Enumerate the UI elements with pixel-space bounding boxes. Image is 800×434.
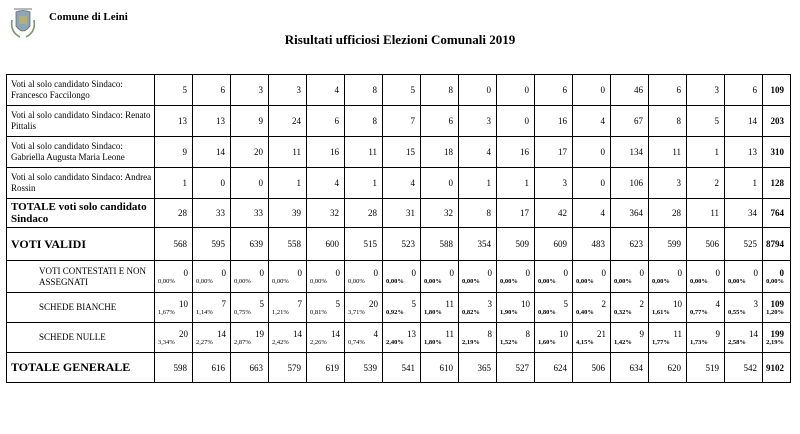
section-4-value — [269, 261, 307, 293]
section-4-value: 11 — [269, 137, 307, 168]
count-value: 14 — [217, 328, 226, 339]
row-total: 310 — [763, 137, 791, 168]
section-6-value: 8 — [345, 75, 383, 106]
totale-generale-row — [7, 353, 791, 383]
percent-value: 0,74% — [348, 338, 365, 346]
section-11-value: 6 — [535, 75, 573, 106]
results-body — [7, 75, 791, 383]
section-14-value: 8 — [649, 106, 687, 137]
section-4-value: 579 — [269, 353, 307, 383]
section-11-value: 609 — [535, 228, 573, 261]
section-7-value: 523 — [383, 228, 421, 261]
section-3-value — [231, 293, 269, 323]
count-value: 0 — [373, 267, 378, 278]
count-value: 21 — [597, 328, 606, 339]
percent-value: 3,34% — [158, 338, 175, 346]
section-15-value: 2 — [687, 168, 725, 199]
percent-value: 1,80% — [424, 308, 442, 316]
section-11-value: 42 — [535, 199, 573, 228]
section-2-value: 0 — [193, 168, 231, 199]
percent-value: 0,32% — [614, 308, 632, 316]
percent-value: 0,00% — [386, 277, 404, 285]
section-2-value: 13 — [193, 106, 231, 137]
section-13-value — [611, 261, 649, 293]
section-16-value: 13 — [725, 137, 763, 168]
count-value: 0 — [335, 267, 340, 278]
row-label: VOTI VALIDI — [7, 228, 155, 261]
percent-value: 1,60% — [538, 338, 556, 346]
section-7-value: 4 — [383, 168, 421, 199]
total-count: 109 — [770, 298, 784, 309]
count-value: 20 — [369, 298, 378, 309]
section-12-value: 0 — [573, 75, 611, 106]
section-2-value — [193, 293, 231, 323]
total-count: 199 — [770, 328, 784, 339]
total-count: 0 — [779, 267, 784, 278]
section-11-value: 17 — [535, 137, 573, 168]
section-8-value: 610 — [421, 353, 459, 383]
section-8-value: 588 — [421, 228, 459, 261]
percent-value: 1,67% — [158, 308, 175, 316]
section-3-value: 9 — [231, 106, 269, 137]
count-value: 4 — [373, 328, 378, 339]
section-7-value — [383, 293, 421, 323]
sindaco-row — [7, 75, 791, 106]
percent-value: 0,80% — [538, 308, 556, 316]
section-16-value: 6 — [725, 75, 763, 106]
count-value: 5 — [411, 298, 416, 309]
section-2-value — [193, 323, 231, 353]
percent-value: 2,26% — [310, 338, 327, 346]
section-5-value: 600 — [307, 228, 345, 261]
percent-value: 0,00% — [158, 277, 175, 285]
section-11-value — [535, 293, 573, 323]
percent-value: 0,00% — [234, 277, 251, 285]
section-7-value: 15 — [383, 137, 421, 168]
count-value: 9 — [715, 328, 720, 339]
row-label: TOTALE voti solo candidato Sindaco — [7, 199, 155, 228]
section-3-value: 663 — [231, 353, 269, 383]
percent-value: 4,15% — [576, 338, 594, 346]
count-value: 0 — [411, 267, 416, 278]
row-total — [763, 323, 791, 353]
count-value: 20 — [179, 328, 188, 339]
section-2-value: 616 — [193, 353, 231, 383]
count-value: 0 — [639, 267, 644, 278]
section-7-value: 541 — [383, 353, 421, 383]
section-6-value: 539 — [345, 353, 383, 383]
section-15-value — [687, 293, 725, 323]
section-16-value — [725, 293, 763, 323]
count-value: 2 — [639, 298, 644, 309]
section-3-value: 20 — [231, 137, 269, 168]
count-value: 11 — [445, 298, 454, 309]
count-value: 2 — [601, 298, 606, 309]
percent-value: 0,00% — [576, 277, 594, 285]
section-1-value — [155, 293, 193, 323]
section-13-value: 364 — [611, 199, 649, 228]
count-value: 0 — [753, 267, 758, 278]
section-13-value — [611, 323, 649, 353]
count-value: 0 — [259, 267, 264, 278]
section-16-value: 1 — [725, 168, 763, 199]
count-value: 10 — [521, 298, 530, 309]
percent-value: 1,42% — [614, 338, 632, 346]
percent-value: 0,92% — [386, 308, 404, 316]
section-8-value: 6 — [421, 106, 459, 137]
section-15-value: 3 — [687, 75, 725, 106]
section-14-value — [649, 323, 687, 353]
contestati-row — [7, 261, 791, 293]
page-header — [0, 0, 800, 70]
section-14-value: 11 — [649, 137, 687, 168]
row-total: 128 — [763, 168, 791, 199]
count-value: 0 — [525, 267, 530, 278]
row-label: TOTALE GENERALE — [7, 353, 155, 383]
section-6-value — [345, 261, 383, 293]
total-percent: 2,19% — [766, 338, 784, 346]
percent-value: 0,81% — [310, 308, 327, 316]
section-14-value: 6 — [649, 75, 687, 106]
section-8-value — [421, 323, 459, 353]
section-13-value: 106 — [611, 168, 649, 199]
section-5-value: 16 — [307, 137, 345, 168]
document-title: Risultati ufficiosi Elezioni Comunali 2019 — [284, 32, 516, 47]
sindaco-row — [7, 137, 791, 168]
section-3-value — [231, 323, 269, 353]
section-7-value: 5 — [383, 75, 421, 106]
voti-validi-row — [7, 228, 791, 261]
percent-value: 0,75% — [234, 308, 251, 316]
count-value: 8 — [487, 328, 492, 339]
count-value: 8 — [525, 328, 530, 339]
section-11-value — [535, 323, 573, 353]
percent-value: 0,00% — [310, 277, 327, 285]
section-2-value — [193, 261, 231, 293]
section-6-value: 515 — [345, 228, 383, 261]
section-15-value: 519 — [687, 353, 725, 383]
nulle-row — [7, 323, 791, 353]
row-label: SCHEDE BIANCHE — [7, 293, 155, 323]
section-10-value: 0 — [497, 75, 535, 106]
section-3-value: 639 — [231, 228, 269, 261]
row-total: 109 — [763, 75, 791, 106]
percent-value: 0,82% — [462, 308, 480, 316]
section-2-value: 595 — [193, 228, 231, 261]
section-5-value — [307, 323, 345, 353]
percent-value: 1,21% — [272, 308, 289, 316]
count-value: 5 — [563, 298, 568, 309]
section-3-value: 3 — [231, 75, 269, 106]
count-value: 13 — [407, 328, 416, 339]
section-8-value: 18 — [421, 137, 459, 168]
section-16-value — [725, 261, 763, 293]
percent-value: 0,00% — [462, 277, 480, 285]
percent-value: 0,00% — [272, 277, 289, 285]
section-6-value: 28 — [345, 199, 383, 228]
section-7-value — [383, 261, 421, 293]
section-2-value: 14 — [193, 137, 231, 168]
section-12-value — [573, 293, 611, 323]
count-value: 0 — [677, 267, 682, 278]
section-16-value: 542 — [725, 353, 763, 383]
percent-value: 2,42% — [272, 338, 289, 346]
section-10-value: 17 — [497, 199, 535, 228]
section-5-value: 4 — [307, 168, 345, 199]
count-value: 5 — [259, 298, 264, 309]
percent-value: 1,73% — [690, 338, 708, 346]
count-value: 0 — [487, 267, 492, 278]
section-12-value: 483 — [573, 228, 611, 261]
percent-value: 0,00% — [728, 277, 746, 285]
count-value: 0 — [449, 267, 454, 278]
count-value: 14 — [331, 328, 340, 339]
section-12-value: 0 — [573, 137, 611, 168]
row-label: Voti al solo candidato Sindaco: Gabriella Augusta Maria Leone — [7, 137, 155, 168]
section-9-value: 4 — [459, 137, 497, 168]
section-12-value — [573, 323, 611, 353]
section-4-value: 1 — [269, 168, 307, 199]
totale-solo-row — [7, 199, 791, 228]
section-9-value: 1 — [459, 168, 497, 199]
section-15-value — [687, 261, 725, 293]
section-10-value: 509 — [497, 228, 535, 261]
count-value: 7 — [297, 298, 302, 309]
section-1-value: 13 — [155, 106, 193, 137]
section-4-value: 3 — [269, 75, 307, 106]
section-15-value: 11 — [687, 199, 725, 228]
row-total: 764 — [763, 199, 791, 228]
section-12-value: 0 — [573, 168, 611, 199]
section-5-value: 6 — [307, 106, 345, 137]
section-8-value: 32 — [421, 199, 459, 228]
section-11-value: 624 — [535, 353, 573, 383]
section-9-value — [459, 323, 497, 353]
section-7-value: 7 — [383, 106, 421, 137]
section-5-value: 619 — [307, 353, 345, 383]
section-4-value: 558 — [269, 228, 307, 261]
section-15-value: 1 — [687, 137, 725, 168]
percent-value: 1,14% — [196, 308, 213, 316]
section-13-value: 134 — [611, 137, 649, 168]
row-label: SCHEDE NULLE — [7, 323, 155, 353]
section-13-value: 634 — [611, 353, 649, 383]
section-1-value — [155, 323, 193, 353]
section-5-value: 4 — [307, 75, 345, 106]
row-total: 203 — [763, 106, 791, 137]
percent-value: 2,27% — [196, 338, 213, 346]
section-2-value: 33 — [193, 199, 231, 228]
section-10-value — [497, 261, 535, 293]
section-14-value — [649, 261, 687, 293]
section-2-value: 6 — [193, 75, 231, 106]
section-9-value: 365 — [459, 353, 497, 383]
section-4-value: 39 — [269, 199, 307, 228]
percent-value: 1,90% — [500, 308, 518, 316]
section-6-value — [345, 293, 383, 323]
section-10-value: 0 — [497, 106, 535, 137]
section-3-value: 0 — [231, 168, 269, 199]
section-5-value — [307, 293, 345, 323]
section-13-value: 67 — [611, 106, 649, 137]
results-table — [6, 74, 791, 383]
count-value: 0 — [563, 267, 568, 278]
section-16-value: 14 — [725, 106, 763, 137]
section-9-value — [459, 261, 497, 293]
count-value: 0 — [221, 267, 226, 278]
section-1-value: 598 — [155, 353, 193, 383]
percent-value: 1,80% — [424, 338, 442, 346]
count-value: 10 — [673, 298, 682, 309]
section-14-value: 28 — [649, 199, 687, 228]
comune-name: Comune di Leini — [49, 11, 128, 23]
section-9-value — [459, 293, 497, 323]
count-value: 10 — [559, 328, 568, 339]
section-14-value: 620 — [649, 353, 687, 383]
percent-value: 2,40% — [386, 338, 404, 346]
percent-value: 0,00% — [614, 277, 632, 285]
total-percent: 0,00% — [766, 277, 784, 285]
count-value: 10 — [179, 298, 188, 309]
section-6-value: 8 — [345, 106, 383, 137]
percent-value: 1,52% — [500, 338, 518, 346]
percent-value: 3,71% — [348, 308, 365, 316]
percent-value: 0,00% — [538, 277, 556, 285]
row-label: Voti al solo candidato Sindaco: Andrea Rossin — [7, 168, 155, 199]
percent-value: 2,87% — [234, 338, 251, 346]
section-1-value — [155, 261, 193, 293]
count-value: 9 — [639, 328, 644, 339]
section-10-value — [497, 323, 535, 353]
section-1-value: 1 — [155, 168, 193, 199]
percent-value: 2,58% — [728, 338, 746, 346]
section-10-value: 527 — [497, 353, 535, 383]
row-label: VOTI CONTESTATI E NON ASSEGNATI — [7, 261, 155, 293]
section-9-value: 8 — [459, 199, 497, 228]
section-1-value: 28 — [155, 199, 193, 228]
row-label: Voti al solo candidato Sindaco: Renato Pittalis — [7, 106, 155, 137]
section-9-value: 3 — [459, 106, 497, 137]
section-15-value: 5 — [687, 106, 725, 137]
count-value: 11 — [673, 328, 682, 339]
section-10-value: 1 — [497, 168, 535, 199]
percent-value: 1,61% — [652, 308, 670, 316]
section-14-value: 599 — [649, 228, 687, 261]
count-value: 3 — [487, 298, 492, 309]
count-value: 19 — [255, 328, 264, 339]
count-value: 0 — [715, 267, 720, 278]
section-10-value — [497, 293, 535, 323]
section-16-value: 525 — [725, 228, 763, 261]
section-13-value — [611, 293, 649, 323]
section-8-value: 0 — [421, 168, 459, 199]
section-12-value: 506 — [573, 353, 611, 383]
section-13-value: 46 — [611, 75, 649, 106]
count-value: 14 — [749, 328, 758, 339]
sindaco-row — [7, 106, 791, 137]
percent-value: 0,40% — [576, 308, 594, 316]
percent-value: 0,00% — [690, 277, 708, 285]
percent-value: 2,19% — [462, 338, 480, 346]
count-value: 0 — [601, 267, 606, 278]
section-11-value: 3 — [535, 168, 573, 199]
count-value: 0 — [183, 267, 188, 278]
section-9-value: 354 — [459, 228, 497, 261]
section-3-value — [231, 261, 269, 293]
row-total — [763, 293, 791, 323]
percent-value: 0,00% — [196, 277, 213, 285]
percent-value: 0,00% — [652, 277, 670, 285]
section-3-value: 33 — [231, 199, 269, 228]
section-6-value: 1 — [345, 168, 383, 199]
section-5-value: 32 — [307, 199, 345, 228]
row-total — [763, 261, 791, 293]
count-value: 14 — [293, 328, 302, 339]
section-1-value: 568 — [155, 228, 193, 261]
section-4-value: 24 — [269, 106, 307, 137]
section-1-value: 9 — [155, 137, 193, 168]
section-8-value: 8 — [421, 75, 459, 106]
bianche-row — [7, 293, 791, 323]
section-16-value — [725, 323, 763, 353]
section-9-value: 0 — [459, 75, 497, 106]
percent-value: 0,00% — [424, 277, 442, 285]
section-7-value — [383, 323, 421, 353]
section-11-value — [535, 261, 573, 293]
section-5-value — [307, 261, 345, 293]
count-value: 11 — [445, 328, 454, 339]
percent-value: 0,00% — [500, 277, 518, 285]
count-value: 4 — [715, 298, 720, 309]
percent-value: 0,55% — [728, 308, 746, 316]
count-value: 3 — [753, 298, 758, 309]
section-7-value: 31 — [383, 199, 421, 228]
total-percent: 1,20% — [766, 308, 784, 316]
section-15-value — [687, 323, 725, 353]
section-14-value — [649, 293, 687, 323]
section-12-value: 4 — [573, 106, 611, 137]
section-12-value — [573, 261, 611, 293]
section-10-value: 16 — [497, 137, 535, 168]
percent-value: 0,00% — [348, 277, 365, 285]
percent-value: 0,77% — [690, 308, 708, 316]
count-value: 0 — [297, 267, 302, 278]
section-8-value — [421, 293, 459, 323]
count-value: 7 — [221, 298, 226, 309]
percent-value: 1,77% — [652, 338, 670, 346]
section-13-value: 623 — [611, 228, 649, 261]
section-11-value: 16 — [535, 106, 573, 137]
count-value: 5 — [335, 298, 340, 309]
section-15-value: 506 — [687, 228, 725, 261]
row-total: 8794 — [763, 228, 791, 261]
section-4-value — [269, 323, 307, 353]
section-14-value: 3 — [649, 168, 687, 199]
section-8-value — [421, 261, 459, 293]
section-6-value: 11 — [345, 137, 383, 168]
section-12-value: 4 — [573, 199, 611, 228]
section-16-value: 34 — [725, 199, 763, 228]
sindaco-row — [7, 168, 791, 199]
section-4-value — [269, 293, 307, 323]
row-label: Voti al solo candidato Sindaco: Francesco Faccilongo — [7, 75, 155, 106]
row-total: 9102 — [763, 353, 791, 383]
section-1-value: 5 — [155, 75, 193, 106]
section-6-value — [345, 323, 383, 353]
